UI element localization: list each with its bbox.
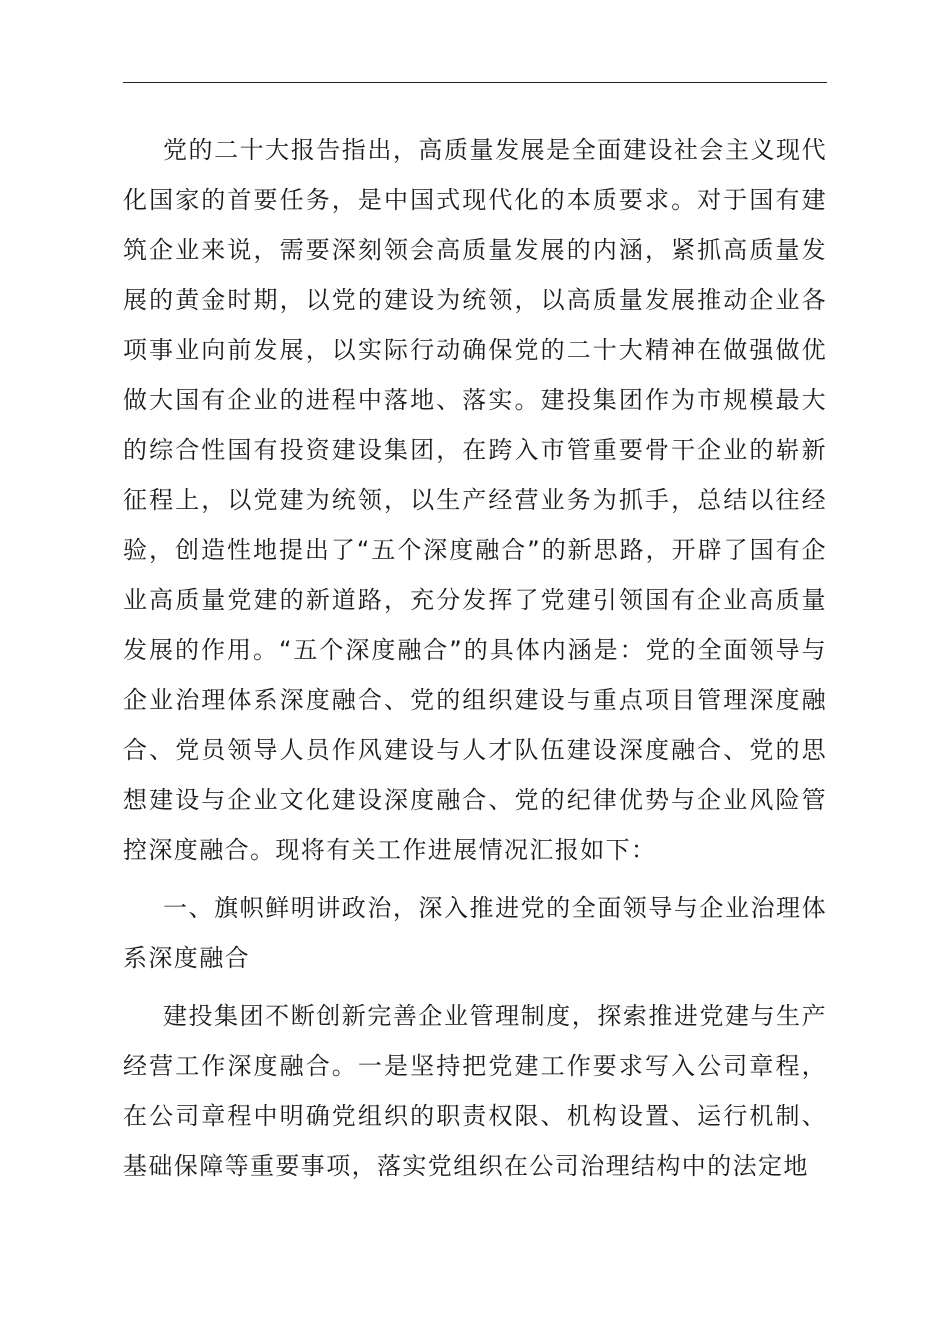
paragraph-spacer bbox=[123, 875, 827, 883]
paragraph-spacer bbox=[123, 983, 827, 991]
document-body bbox=[123, 125, 827, 1191]
body-paragraph: 建投集团不断创新完善企业管理制度，探索推进党建与生产经营工作深度融合。一是坚持把党建工作要求写入公司章程，在公司章程中明确党组织的职责权限、机构设置、运行机制、基础保障等重要事项，落实党组织在公司治理结构中的法定地 bbox=[123, 1002, 827, 1180]
section-heading: 一、旗帜鲜明讲政治，深入推进党的全面领导与企业治理体系深度融合 bbox=[123, 894, 827, 972]
body-paragraph: 党的二十大报告指出，高质量发展是全面建设社会主义现代化国家的首要任务，是中国式现代化的本质要求。对于国有建筑企业来说，需要深刻领会高质量发展的内涵，紧抓高质量发展的黄金时期，以党的建设为统领，以高质量发展推动企业各项事业向前发展，以实际行动确保党的二十大精神在做强做优做大国有企业的进程中落地、落实。建投集团作为市规模最大的综合性国有投资建设集团，在跨入市管重要骨干企业的崭新征程上，以党建为统领，以生产经营业务为抓手，总结以往经验，创造性地提出了“五个深度融合”的新思路，开辟了国有企业高质量党建的新道路，充分发挥了党建引领国有企业高质量发展的作用。“五个深度融合”的具体内涵是：党的全面领导与企业治理体系深度融合、党的组织建设与重点项目管理深度融合、党员领导人员作风建设与人才队伍建设深度融合、党的思想建设与企业文化建设深度融合、党的纪律优势与企业风险管控深度融合。现将有关工作进展情况汇报如下： bbox=[123, 136, 827, 864]
header-divider bbox=[123, 82, 827, 83]
